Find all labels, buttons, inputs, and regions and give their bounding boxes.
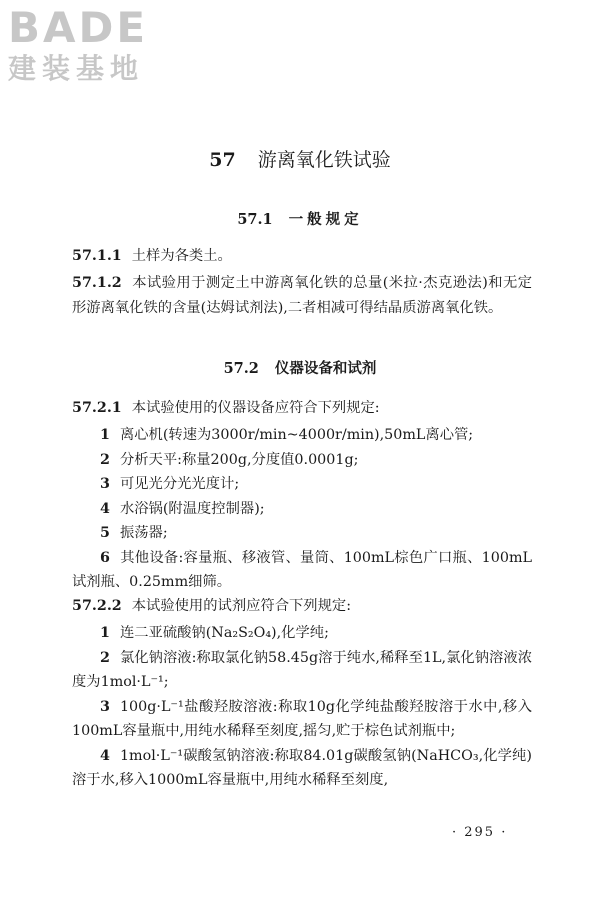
logo-subtitle: 建装基地 bbox=[8, 52, 145, 85]
list-item: 1 连二亚硫酸钠(Na₂S₂O₄),化学纯; bbox=[100, 625, 329, 641]
clause-number: 57.2.2 bbox=[72, 598, 122, 614]
chapter-title-text: 游离氧化铁试验 bbox=[257, 149, 391, 171]
list-item: 2 分析天平:称量200g,分度值0.0001g; bbox=[100, 451, 359, 468]
clause-text: 本试验使用的仪器设备应符合下列规定: bbox=[131, 400, 380, 416]
equipment-list bbox=[72, 423, 532, 595]
list-item: 5 振荡器; bbox=[100, 525, 168, 541]
list-item: 1 离心机(转速为3000r/min~4000r/min),50mL离心管; bbox=[100, 427, 474, 443]
clause-number: 57.1.1 bbox=[72, 248, 122, 264]
list-item: 2 氯化钠溶液:称取氯化钠58.45g溶于纯水,稀释至1L,氯化钠溶液浓度为1mol·L⁻¹; bbox=[72, 649, 532, 690]
section-heading-57-2 bbox=[0, 358, 600, 380]
clause-number: 57.1.2 bbox=[72, 275, 122, 291]
section-title: 仪器设备和试剂 bbox=[274, 360, 377, 377]
clause-57-2-1 bbox=[72, 396, 532, 421]
section-number: 57.2 bbox=[223, 360, 259, 377]
publisher-logo bbox=[8, 3, 178, 92]
clause-text: 本试验使用的试剂应符合下列规定: bbox=[131, 598, 352, 614]
list-item: 4 水浴锅(附温度控制器); bbox=[100, 500, 265, 517]
section-title: 一般规定 bbox=[288, 211, 363, 228]
section-heading-57-1 bbox=[0, 209, 600, 231]
clause-57-1-2 bbox=[72, 271, 532, 320]
chapter-number: 57 bbox=[209, 149, 236, 171]
list-item: 3 100g·L⁻¹盐酸羟胺溶液:称取10g化学纯盐酸羟胺溶于水中,移入100mL容量瓶中,用纯水稀释至刻度,摇匀,贮于棕色试剂瓶中; bbox=[72, 698, 532, 739]
list-item: 6 其他设备:容量瓶、移液管、量筒、100mL棕色广口瓶、100mL试剂瓶、0.25mm细筛。 bbox=[72, 549, 532, 590]
list-item: 4 1mol·L⁻¹碳酸氢钠溶液:称取84.01g碳酸氢钠(NaHCO₃,化学纯)溶于水,移入1000mL容量瓶中,用纯水稀释至刻度, bbox=[72, 747, 532, 788]
reagent-list bbox=[72, 621, 532, 793]
section-number: 57.1 bbox=[237, 211, 273, 228]
page-number: · 295 · bbox=[452, 825, 508, 840]
clause-57-2-2 bbox=[72, 594, 532, 619]
clause-text: 本试验用于测定土中游离氧化铁的总量(米拉·杰克逊法)和无定形游离氧化铁的含量(达姆试剂法),二者相减可得结晶质游离氧化铁。 bbox=[72, 275, 532, 316]
clause-text: 土样为各类土。 bbox=[131, 248, 232, 264]
chapter-title bbox=[0, 146, 600, 174]
logo-mark: BADE bbox=[8, 3, 149, 52]
clause-number: 57.2.1 bbox=[72, 400, 122, 416]
list-item: 3 可见光分光光度计; bbox=[100, 476, 240, 492]
clause-57-1-1 bbox=[72, 244, 532, 269]
